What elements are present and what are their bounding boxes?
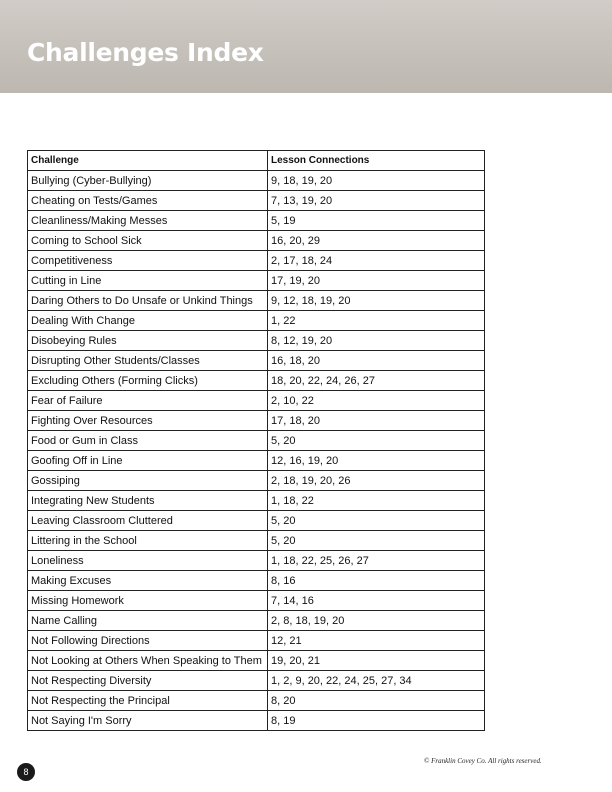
lesson-connections-cell: 1, 18, 22 xyxy=(268,491,485,511)
table-row xyxy=(28,391,485,411)
lesson-connections-cell: 19, 20, 21 xyxy=(268,651,485,671)
copyright-notice: © Franklin Covey Co. All rights reserved. xyxy=(424,757,542,765)
challenges-table xyxy=(27,150,485,731)
table-body xyxy=(28,171,485,731)
table-row xyxy=(28,191,485,211)
lesson-connections-cell: 5, 20 xyxy=(268,431,485,451)
challenge-cell: Not Saying I'm Sorry xyxy=(28,711,268,731)
table-row xyxy=(28,651,485,671)
challenge-cell: Leaving Classroom Cluttered xyxy=(28,511,268,531)
lesson-connections-cell: 12, 21 xyxy=(268,631,485,651)
challenge-cell: Missing Homework xyxy=(28,591,268,611)
lesson-connections-cell: 2, 10, 22 xyxy=(268,391,485,411)
lesson-connections-cell: 1, 2, 9, 20, 22, 24, 25, 27, 34 xyxy=(268,671,485,691)
table-row xyxy=(28,171,485,191)
challenges-table-container xyxy=(27,150,484,731)
lesson-connections-cell: 5, 20 xyxy=(268,531,485,551)
table-row xyxy=(28,611,485,631)
table-row xyxy=(28,571,485,591)
challenge-cell: Littering in the School xyxy=(28,531,268,551)
lesson-connections-cell: 1, 22 xyxy=(268,311,485,331)
table-row xyxy=(28,691,485,711)
table-row xyxy=(28,591,485,611)
lesson-connections-cell: 7, 14, 16 xyxy=(268,591,485,611)
challenge-cell: Name Calling xyxy=(28,611,268,631)
challenge-cell: Gossiping xyxy=(28,471,268,491)
table-row xyxy=(28,631,485,651)
lesson-connections-cell: 5, 20 xyxy=(268,511,485,531)
challenge-cell: Coming to School Sick xyxy=(28,231,268,251)
challenge-cell: Disobeying Rules xyxy=(28,331,268,351)
challenge-cell: Goofing Off in Line xyxy=(28,451,268,471)
challenge-cell: Cleanliness/Making Messes xyxy=(28,211,268,231)
lesson-connections-cell: 9, 12, 18, 19, 20 xyxy=(268,291,485,311)
table-row xyxy=(28,291,485,311)
lesson-connections-cell: 16, 18, 20 xyxy=(268,351,485,371)
table-row xyxy=(28,431,485,451)
table-row xyxy=(28,451,485,471)
challenge-cell: Not Respecting the Principal xyxy=(28,691,268,711)
lesson-connections-cell: 8, 16 xyxy=(268,571,485,591)
challenge-cell: Loneliness xyxy=(28,551,268,571)
table-row xyxy=(28,371,485,391)
lesson-connections-cell: 16, 20, 29 xyxy=(268,231,485,251)
table-row xyxy=(28,271,485,291)
lesson-connections-cell: 5, 19 xyxy=(268,211,485,231)
table-row xyxy=(28,711,485,731)
page-header xyxy=(0,0,612,93)
table-header-row xyxy=(28,151,485,171)
challenge-cell: Competitiveness xyxy=(28,251,268,271)
lesson-connections-cell: 17, 18, 20 xyxy=(268,411,485,431)
lesson-connections-cell: 18, 20, 22, 24, 26, 27 xyxy=(268,371,485,391)
lesson-connections-cell: 8, 12, 19, 20 xyxy=(268,331,485,351)
challenge-cell: Fear of Failure xyxy=(28,391,268,411)
table-row xyxy=(28,491,485,511)
challenge-cell: Dealing With Change xyxy=(28,311,268,331)
table-row xyxy=(28,311,485,331)
table-row xyxy=(28,531,485,551)
table-row xyxy=(28,351,485,371)
challenge-cell: Making Excuses xyxy=(28,571,268,591)
challenge-cell: Not Respecting Diversity xyxy=(28,671,268,691)
table-row xyxy=(28,251,485,271)
challenge-cell: Not Looking at Others When Speaking to Them xyxy=(28,651,268,671)
lesson-connections-cell: 7, 13, 19, 20 xyxy=(268,191,485,211)
lesson-connections-cell: 2, 17, 18, 24 xyxy=(268,251,485,271)
challenge-cell: Cutting in Line xyxy=(28,271,268,291)
column-header-challenge: Challenge xyxy=(28,151,268,171)
table-row xyxy=(28,671,485,691)
challenge-cell: Bullying (Cyber-Bullying) xyxy=(28,171,268,191)
lesson-connections-cell: 17, 19, 20 xyxy=(268,271,485,291)
challenge-cell: Daring Others to Do Unsafe or Unkind Things xyxy=(28,291,268,311)
table-row xyxy=(28,471,485,491)
challenge-cell: Not Following Directions xyxy=(28,631,268,651)
lesson-connections-cell: 1, 18, 22, 25, 26, 27 xyxy=(268,551,485,571)
table-row xyxy=(28,331,485,351)
challenge-cell: Disrupting Other Students/Classes xyxy=(28,351,268,371)
challenge-cell: Excluding Others (Forming Clicks) xyxy=(28,371,268,391)
table-row xyxy=(28,511,485,531)
table-row xyxy=(28,211,485,231)
column-header-lesson-connections: Lesson Connections xyxy=(268,151,485,171)
challenge-cell: Fighting Over Resources xyxy=(28,411,268,431)
challenge-cell: Food or Gum in Class xyxy=(28,431,268,451)
lesson-connections-cell: 2, 8, 18, 19, 20 xyxy=(268,611,485,631)
lesson-connections-cell: 8, 19 xyxy=(268,711,485,731)
table-row xyxy=(28,231,485,251)
challenge-cell: Integrating New Students xyxy=(28,491,268,511)
page-number-badge: 8 xyxy=(17,763,35,781)
lesson-connections-cell: 2, 18, 19, 20, 26 xyxy=(268,471,485,491)
table-row xyxy=(28,411,485,431)
page-title: Challenges Index xyxy=(27,38,264,67)
lesson-connections-cell: 8, 20 xyxy=(268,691,485,711)
lesson-connections-cell: 12, 16, 19, 20 xyxy=(268,451,485,471)
challenge-cell: Cheating on Tests/Games xyxy=(28,191,268,211)
table-row xyxy=(28,551,485,571)
lesson-connections-cell: 9, 18, 19, 20 xyxy=(268,171,485,191)
